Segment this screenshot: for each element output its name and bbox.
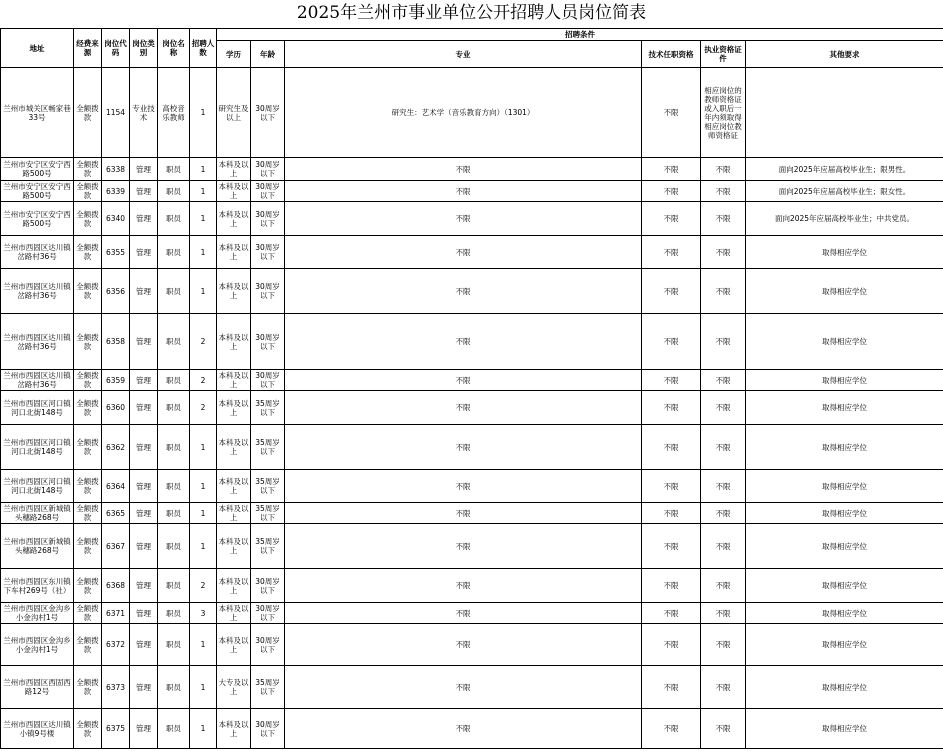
age-cell: 30周岁以下 xyxy=(251,269,285,314)
post-name-cell: 职员 xyxy=(158,181,190,202)
count-cell: 2 xyxy=(190,391,217,425)
table-row xyxy=(1,524,943,569)
table-row xyxy=(1,666,943,709)
page-title: 2025年兰州市事业单位公开招聘人员岗位简表 xyxy=(296,3,647,23)
major-cell: 不限 xyxy=(285,666,642,709)
age-cell: 35周岁以下 xyxy=(251,524,285,569)
age-cell: 35周岁以下 xyxy=(251,666,285,709)
other-cell: 取得相应学位 xyxy=(746,391,943,425)
table-row xyxy=(1,470,943,503)
code-cell: 6360 xyxy=(102,391,130,425)
address-cell: 兰州市西固区东川镇下车村269号（社） xyxy=(1,569,74,603)
age-cell: 30周岁以下 xyxy=(251,569,285,603)
count-cell: 1 xyxy=(190,181,217,202)
header-category: 岗位类别 xyxy=(130,29,158,68)
funding-cell: 全额拨款 xyxy=(74,666,102,709)
post-name-cell: 高校音乐教师 xyxy=(158,68,190,158)
other-cell: 取得相应学位 xyxy=(746,236,943,269)
code-cell: 6355 xyxy=(102,236,130,269)
code-cell: 6338 xyxy=(102,158,130,181)
address-cell: 兰州市安宁区安宁西路500号 xyxy=(1,181,74,202)
table-row xyxy=(1,503,943,524)
tech-title-cell: 不限 xyxy=(642,68,701,158)
address-cell: 兰州市安宁区安宁西路500号 xyxy=(1,202,74,236)
tech-title-cell: 不限 xyxy=(642,524,701,569)
code-cell: 6362 xyxy=(102,425,130,470)
license-cell: 不限 xyxy=(701,236,746,269)
funding-cell: 全额拨款 xyxy=(74,314,102,370)
category-cell: 管理 xyxy=(130,569,158,603)
category-cell: 管理 xyxy=(130,236,158,269)
category-cell: 管理 xyxy=(130,181,158,202)
count-cell: 1 xyxy=(190,236,217,269)
license-cell: 不限 xyxy=(701,524,746,569)
license-cell: 不限 xyxy=(701,391,746,425)
post-name-cell: 职员 xyxy=(158,666,190,709)
major-cell: 不限 xyxy=(285,569,642,603)
funding-cell: 全额拨款 xyxy=(74,425,102,470)
other-cell: 面向2025年应届高校毕业生；限女性。 xyxy=(746,181,943,202)
education-cell: 本科及以上 xyxy=(217,470,251,503)
other-cell: 取得相应学位 xyxy=(746,569,943,603)
major-cell: 不限 xyxy=(285,269,642,314)
post-name-cell: 职员 xyxy=(158,603,190,624)
count-cell: 1 xyxy=(190,158,217,181)
address-cell: 兰州市西固区新城镇头穗路268号 xyxy=(1,503,74,524)
age-cell: 30周岁以下 xyxy=(251,236,285,269)
education-cell: 本科及以上 xyxy=(217,425,251,470)
count-cell: 1 xyxy=(190,524,217,569)
code-cell: 6372 xyxy=(102,624,130,666)
education-cell: 本科及以上 xyxy=(217,391,251,425)
code-cell: 6373 xyxy=(102,666,130,709)
count-cell: 1 xyxy=(190,68,217,158)
category-cell: 管理 xyxy=(130,314,158,370)
major-cell: 不限 xyxy=(285,158,642,181)
other-cell: 取得相应学位 xyxy=(746,269,943,314)
address-cell: 兰州市西固区河口镇河口北街148号 xyxy=(1,425,74,470)
major-cell: 不限 xyxy=(285,370,642,391)
other-cell: 取得相应学位 xyxy=(746,709,943,749)
address-cell: 兰州市西固区达川镇小镇9号楼 xyxy=(1,709,74,749)
count-cell: 1 xyxy=(190,425,217,470)
count-cell: 1 xyxy=(190,202,217,236)
other-cell: 取得相应学位 xyxy=(746,603,943,624)
age-cell: 35周岁以下 xyxy=(251,391,285,425)
table-row xyxy=(1,391,943,425)
post-name-cell: 职员 xyxy=(158,269,190,314)
license-cell: 不限 xyxy=(701,314,746,370)
age-cell: 30周岁以下 xyxy=(251,709,285,749)
code-cell: 1154 xyxy=(102,68,130,158)
license-cell: 不限 xyxy=(701,603,746,624)
post-name-cell: 职员 xyxy=(158,236,190,269)
post-name-cell: 职员 xyxy=(158,202,190,236)
major-cell: 不限 xyxy=(285,202,642,236)
category-cell: 管理 xyxy=(130,470,158,503)
code-cell: 6356 xyxy=(102,269,130,314)
address-cell: 兰州市西固区河口镇河口北街148号 xyxy=(1,391,74,425)
age-cell: 30周岁以下 xyxy=(251,181,285,202)
other-cell: 取得相应学位 xyxy=(746,425,943,470)
code-cell: 6364 xyxy=(102,470,130,503)
tech-title-cell: 不限 xyxy=(642,314,701,370)
code-cell: 6368 xyxy=(102,569,130,603)
post-name-cell: 职员 xyxy=(158,624,190,666)
code-cell: 6371 xyxy=(102,603,130,624)
other-cell: 取得相应学位 xyxy=(746,470,943,503)
header-funding: 经费来源 xyxy=(74,29,102,68)
address-cell: 兰州市西固区新城镇头穗路268号 xyxy=(1,524,74,569)
header-tech-title: 技术任职资格 xyxy=(642,41,701,68)
funding-cell: 全额拨款 xyxy=(74,603,102,624)
category-cell: 管理 xyxy=(130,709,158,749)
post-name-cell: 职员 xyxy=(158,391,190,425)
table-row xyxy=(1,314,943,370)
count-cell: 1 xyxy=(190,470,217,503)
table-row xyxy=(1,181,943,202)
post-name-cell: 职员 xyxy=(158,314,190,370)
table-row xyxy=(1,236,943,269)
category-cell: 管理 xyxy=(130,666,158,709)
age-cell: 30周岁以下 xyxy=(251,202,285,236)
tech-title-cell: 不限 xyxy=(642,603,701,624)
education-cell: 本科及以上 xyxy=(217,524,251,569)
count-cell: 2 xyxy=(190,569,217,603)
positions-table xyxy=(0,28,943,749)
table-row xyxy=(1,624,943,666)
category-cell: 管理 xyxy=(130,370,158,391)
funding-cell: 全额拨款 xyxy=(74,236,102,269)
address-cell: 兰州市西固区达川镇岔路村36号 xyxy=(1,370,74,391)
tech-title-cell: 不限 xyxy=(642,202,701,236)
education-cell: 本科及以上 xyxy=(217,158,251,181)
license-cell: 不限 xyxy=(701,503,746,524)
table-row xyxy=(1,603,943,624)
funding-cell: 全额拨款 xyxy=(74,709,102,749)
category-cell: 管理 xyxy=(130,158,158,181)
education-cell: 本科及以上 xyxy=(218,182,249,200)
education-cell: 本科及以上 xyxy=(218,604,249,622)
header-major: 专业 xyxy=(285,41,642,68)
major-cell: 不限 xyxy=(285,524,642,569)
address-cell: 兰州市安宁区安宁西路500号 xyxy=(1,158,74,181)
other-cell: 取得相应学位 xyxy=(746,370,943,391)
age-cell: 30周岁以下 xyxy=(251,158,285,181)
tech-title-cell: 不限 xyxy=(642,425,701,470)
header-address: 地址 xyxy=(1,29,74,68)
code-cell: 6367 xyxy=(102,524,130,569)
code-cell: 6375 xyxy=(102,709,130,749)
age-cell: 35周岁以下 xyxy=(251,470,285,503)
major-cell: 不限 xyxy=(285,181,642,202)
address-cell: 兰州市西固区金沟乡小金沟村1号 xyxy=(1,603,74,624)
address-cell: 兰州市城关区畅家巷33号 xyxy=(1,68,74,158)
tech-title-cell: 不限 xyxy=(642,666,701,709)
table-row xyxy=(1,202,943,236)
major-cell: 不限 xyxy=(285,624,642,666)
tech-title-cell: 不限 xyxy=(642,236,701,269)
category-cell: 管理 xyxy=(130,269,158,314)
header-code: 岗位代码 xyxy=(102,29,130,68)
other-cell: 取得相应学位 xyxy=(746,524,943,569)
major-cell: 不限 xyxy=(285,314,642,370)
education-cell: 本科及以上 xyxy=(217,709,251,749)
code-cell: 6358 xyxy=(102,314,130,370)
license-cell: 不限 xyxy=(701,370,746,391)
table-row xyxy=(1,158,943,181)
major-cell: 不限 xyxy=(285,236,642,269)
tech-title-cell: 不限 xyxy=(642,470,701,503)
category-cell: 管理 xyxy=(130,202,158,236)
address-cell: 兰州市西固区达川镇岔路村36号 xyxy=(1,236,74,269)
post-name-cell: 职员 xyxy=(158,524,190,569)
tech-title-cell: 不限 xyxy=(642,181,701,202)
post-name-cell: 职员 xyxy=(158,425,190,470)
header-count: 招聘人数 xyxy=(190,29,217,68)
funding-cell: 全额拨款 xyxy=(74,68,102,158)
major-cell: 不限 xyxy=(285,391,642,425)
table-row xyxy=(1,569,943,603)
code-cell: 6339 xyxy=(102,181,130,202)
education-cell: 本科及以上 xyxy=(217,269,251,314)
major-cell: 不限 xyxy=(285,603,642,624)
header-other: 其他要求 xyxy=(746,41,943,68)
header-age: 年龄 xyxy=(251,41,285,68)
license-cell: 不限 xyxy=(701,181,746,202)
other-cell: 取得相应学位 xyxy=(746,624,943,666)
education-cell: 本科及以上 xyxy=(217,569,251,603)
education-cell: 研究生及以上 xyxy=(217,68,251,158)
education-cell: 本科及以上 xyxy=(217,236,251,269)
count-cell: 2 xyxy=(190,370,217,391)
code-cell: 6340 xyxy=(102,202,130,236)
age-cell: 30周岁以下 xyxy=(251,68,285,158)
age-cell: 30周岁以下 xyxy=(251,370,285,391)
education-cell: 本科及以上 xyxy=(218,371,249,389)
funding-cell: 全额拨款 xyxy=(74,569,102,603)
funding-cell: 全额拨款 xyxy=(74,503,102,524)
table-row xyxy=(1,269,943,314)
address-cell: 兰州市西固区金沟乡小金沟村1号 xyxy=(1,624,74,666)
table-row xyxy=(1,370,943,391)
license-cell: 不限 xyxy=(701,709,746,749)
other-cell: 取得相应学位 xyxy=(746,314,943,370)
count-cell: 1 xyxy=(190,666,217,709)
license-cell: 不限 xyxy=(701,470,746,503)
tech-title-cell: 不限 xyxy=(642,391,701,425)
license-cell: 不限 xyxy=(701,569,746,603)
category-cell: 管理 xyxy=(130,425,158,470)
education-cell: 本科及以上 xyxy=(217,202,251,236)
license-cell: 相应岗位的教师资格证或入职后一年内须取得相应岗位教师资格证 xyxy=(701,68,746,158)
tech-title-cell: 不限 xyxy=(642,370,701,391)
funding-cell: 全额拨款 xyxy=(74,202,102,236)
funding-cell: 全额拨款 xyxy=(74,391,102,425)
age-cell: 35周岁以下 xyxy=(251,503,285,524)
post-name-cell: 职员 xyxy=(158,158,190,181)
count-cell: 1 xyxy=(190,269,217,314)
header-license: 执业资格证件 xyxy=(701,41,746,68)
funding-cell: 全额拨款 xyxy=(74,470,102,503)
post-name-cell: 职员 xyxy=(158,370,190,391)
category-cell: 管理 xyxy=(130,624,158,666)
code-cell: 6359 xyxy=(102,370,130,391)
header-post-name: 岗位名称 xyxy=(158,29,190,68)
category-cell: 管理 xyxy=(130,603,158,624)
major-cell: 不限 xyxy=(285,503,642,524)
tech-title-cell: 不限 xyxy=(642,503,701,524)
tech-title-cell: 不限 xyxy=(642,624,701,666)
tech-title-cell: 不限 xyxy=(642,709,701,749)
count-cell: 1 xyxy=(190,624,217,666)
funding-cell: 全额拨款 xyxy=(74,370,102,391)
education-cell: 本科及以上 xyxy=(217,314,251,370)
license-cell: 不限 xyxy=(701,158,746,181)
table-body xyxy=(1,68,943,749)
count-cell: 1 xyxy=(190,709,217,749)
education-cell: 本科及以上 xyxy=(217,624,251,666)
table-row xyxy=(1,68,943,158)
other-cell: 取得相应学位 xyxy=(746,666,943,709)
age-cell: 30周岁以下 xyxy=(251,603,285,624)
table-row xyxy=(1,425,943,470)
count-cell: 1 xyxy=(190,503,217,524)
major-cell: 不限 xyxy=(285,470,642,503)
funding-cell: 全额拨款 xyxy=(74,181,102,202)
major-cell: 研究生：艺术学（音乐教育方向）（1301） xyxy=(285,68,642,158)
count-cell: 3 xyxy=(190,603,217,624)
other-cell: 面向2025年应届高校毕业生；限男性。 xyxy=(746,158,943,181)
license-cell: 不限 xyxy=(701,425,746,470)
address-cell: 兰州市西固区西固西路12号 xyxy=(1,666,74,709)
count-cell: 2 xyxy=(190,314,217,370)
age-cell: 30周岁以下 xyxy=(251,624,285,666)
category-cell: 专业技术 xyxy=(130,68,158,158)
funding-cell: 全额拨款 xyxy=(74,269,102,314)
post-name-cell: 职员 xyxy=(158,709,190,749)
funding-cell: 全额拨款 xyxy=(74,524,102,569)
tech-title-cell: 不限 xyxy=(642,269,701,314)
major-cell: 不限 xyxy=(285,709,642,749)
license-cell: 不限 xyxy=(701,666,746,709)
code-cell: 6365 xyxy=(102,503,130,524)
header-education: 学历 xyxy=(217,41,251,68)
age-cell: 35周岁以下 xyxy=(251,425,285,470)
category-cell: 管理 xyxy=(130,524,158,569)
license-cell: 不限 xyxy=(701,624,746,666)
other-cell xyxy=(746,68,943,158)
category-cell: 管理 xyxy=(130,503,158,524)
address-cell: 兰州市西固区达川镇岔路村36号 xyxy=(1,314,74,370)
post-name-cell: 职员 xyxy=(158,503,190,524)
other-cell: 取得相应学位 xyxy=(746,503,943,524)
education-cell: 大专及以上 xyxy=(217,666,251,709)
category-cell: 管理 xyxy=(130,391,158,425)
license-cell: 不限 xyxy=(701,269,746,314)
education-cell: 本科及以上 xyxy=(218,504,249,522)
address-cell: 兰州市西固区达川镇岔路村36号 xyxy=(1,269,74,314)
major-cell: 不限 xyxy=(285,425,642,470)
other-cell: 面向2025年应届高校毕业生；中共党员。 xyxy=(746,202,943,236)
header-conditions: 招聘条件 xyxy=(217,29,943,41)
address-cell: 兰州市西固区河口镇河口北街148号 xyxy=(1,470,74,503)
license-cell: 不限 xyxy=(701,202,746,236)
post-name-cell: 职员 xyxy=(158,470,190,503)
post-name-cell: 职员 xyxy=(158,569,190,603)
tech-title-cell: 不限 xyxy=(642,158,701,181)
funding-cell: 全额拨款 xyxy=(74,158,102,181)
age-cell: 30周岁以下 xyxy=(251,314,285,370)
table-row xyxy=(1,709,943,749)
funding-cell: 全额拨款 xyxy=(74,624,102,666)
tech-title-cell: 不限 xyxy=(642,569,701,603)
